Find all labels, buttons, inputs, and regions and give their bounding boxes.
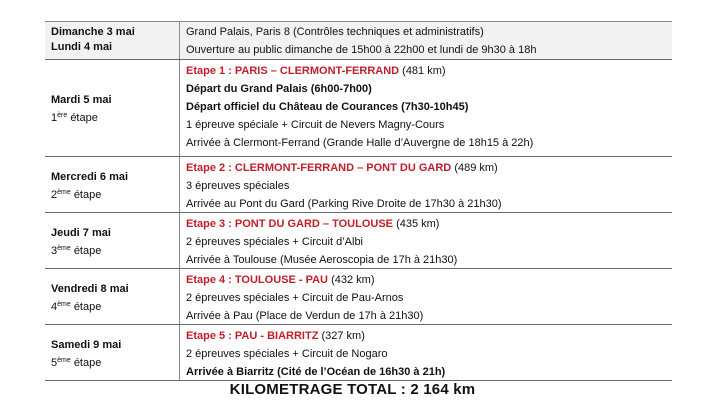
info-line: 1 épreuve spéciale + Circuit de Nevers Magny-Cours — [186, 119, 445, 131]
info-line: Arrivée au Pont du Gard (Parking Rive Droite de 17h30 à 21h30) — [186, 198, 502, 210]
day-cell — [45, 325, 179, 380]
stage-title: Etape 3 : PONT DU GARD – TOULOUSE — [186, 218, 393, 230]
info-line: Arrivée à Pau (Place de Verdun de 17h à 21h30) — [186, 310, 424, 322]
table-row-setup — [45, 22, 672, 60]
day-label: Samedi 9 mai — [51, 338, 122, 351]
day-label: Mardi 5 mai — [51, 94, 112, 106]
stage-number-label: 5ème étape — [51, 356, 102, 369]
day-cell — [45, 269, 179, 324]
total-distance: KILOMETRAGE TOTAL : 2 164 km — [229, 381, 476, 398]
stage-heading — [186, 327, 672, 345]
info-line: Départ du Grand Palais (6h00-7h00) — [186, 83, 372, 95]
table-row-stage-2 — [45, 157, 672, 213]
info-line: Départ officiel du Château de Courances (7h30-10h45) — [186, 101, 469, 113]
info-cell — [179, 22, 672, 59]
stage-title: Etape 4 : TOULOUSE - PAU — [186, 274, 329, 286]
stage-distance: (435 km) — [396, 218, 440, 230]
info-cell — [179, 269, 672, 324]
stage-distance: (432 km) — [331, 274, 375, 286]
stage-number-label: 1ère étape — [51, 112, 98, 124]
info-cell — [179, 325, 672, 380]
info-line: Grand Palais, Paris 8 (Contrôles techniques et administratifs) — [186, 26, 484, 38]
info-cell — [179, 213, 672, 268]
info-line: 2 épreuves spéciales + Circuit d’Albi — [186, 236, 364, 248]
table-row-stage-1 — [45, 60, 672, 157]
stage-title: Etape 5 : PAU - BIARRITZ — [186, 330, 319, 342]
stage-distance: (481 km) — [402, 65, 446, 77]
day-cell — [45, 22, 179, 59]
stage-heading — [186, 159, 672, 177]
table-row-stage-5 — [45, 325, 672, 381]
table-row-stage-3 — [45, 213, 672, 269]
day-cell — [45, 60, 179, 156]
stage-heading — [186, 215, 672, 233]
info-line: Arrivée à Toulouse (Musée Aeroscopia de 17h à 21h30) — [186, 254, 458, 266]
stage-heading — [186, 271, 672, 289]
stage-heading — [186, 62, 672, 80]
day-label: Lundi 4 mai — [51, 41, 113, 53]
schedule-table — [45, 21, 672, 381]
info-line: 2 épreuves spéciales + Circuit de Nogaro — [186, 348, 388, 360]
stage-title: Etape 1 : PARIS – CLERMONT-FERRAND — [186, 65, 400, 77]
stage-distance: (489 km) — [454, 162, 498, 174]
info-cell — [179, 60, 672, 156]
info-line: Arrivée à Clermont-Ferrand (Grande Halle d’Auvergne de 18h15 à 22h) — [186, 137, 534, 149]
stage-number-label: 4ème étape — [51, 300, 102, 313]
info-line: Ouverture au public dimanche de 15h00 à 22h00 et lundi de 9h30 à 18h — [186, 44, 537, 56]
day-label: Dimanche 3 mai — [51, 26, 135, 38]
info-line: 3 épreuves spéciales — [186, 180, 290, 192]
table-row-stage-4 — [45, 269, 672, 325]
day-cell — [45, 157, 179, 212]
stage-distance: (327 km) — [321, 330, 365, 342]
day-label: Vendredi 8 mai — [51, 282, 129, 295]
day-cell — [45, 213, 179, 268]
stage-title: Etape 2 : CLERMONT-FERRAND – PONT DU GARD — [186, 162, 452, 174]
day-label: Mercredi 6 mai — [51, 170, 129, 183]
info-cell — [179, 157, 672, 212]
stage-number-label: 2ème étape — [51, 188, 102, 201]
info-line: Arrivée à Biarritz (Cité de l’Océan de 16h30 à 21h) — [186, 366, 446, 378]
day-label: Jeudi 7 mai — [51, 226, 111, 239]
info-line: 2 épreuves spéciales + Circuit de Pau-Arnos — [186, 292, 404, 304]
stage-number-label: 3ème étape — [51, 244, 102, 257]
